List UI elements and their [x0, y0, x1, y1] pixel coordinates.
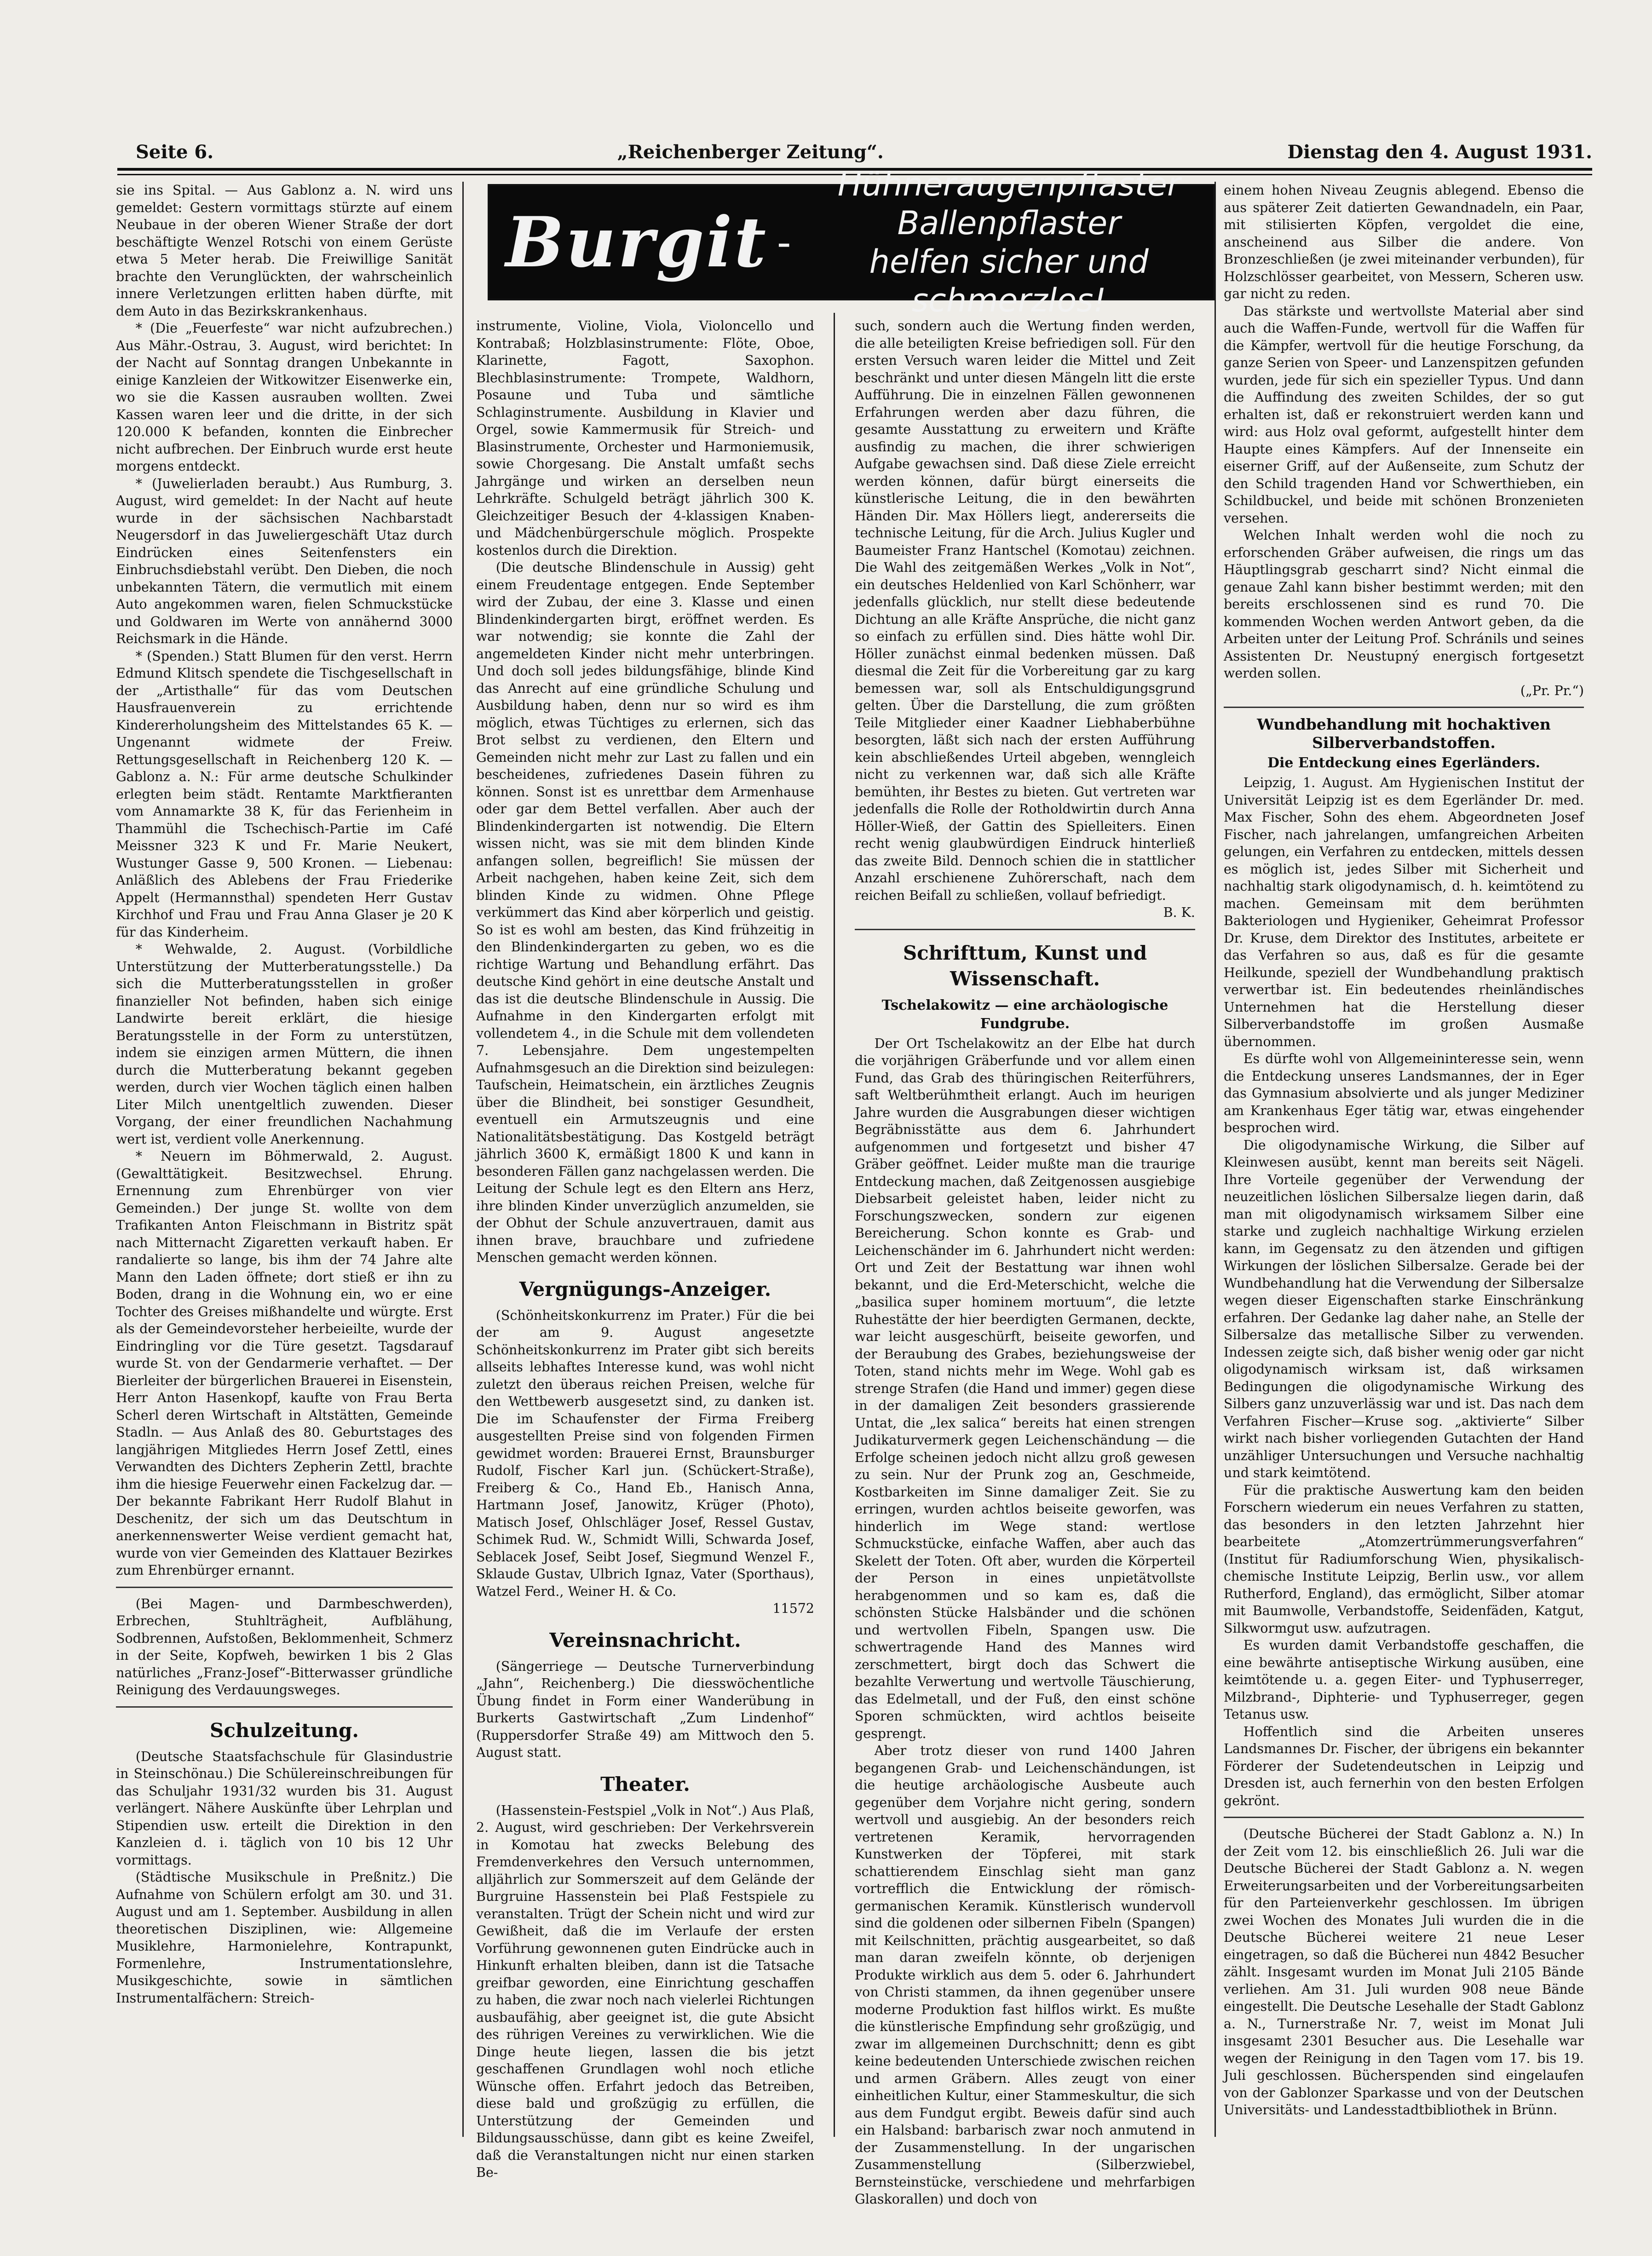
ad-line: helfen sicher und schmerzlos! [869, 242, 1149, 319]
article-text: instrumente, Violine, Viola, Violoncello und Kontrabaß; Holzblasinstrumente: Flöte, Oboe, Klarinette, Fagott, Saxophon. Blechblasinstrumente: Trompete, Waldhorn, Posaune und Tuba und sämtliche Schlaginstrumente. Ausbildung in Klavier und Orgel, sowie Kammermusik für Streich- und Blasinstrumente, Orchester und Harmoniemusik, sowie Chorgesang. Die Anstalt umfaßt sechs Jahrgänge und wirken an derselben neun Lehrkräfte. Schulgeld beträgt jährlich 300 K. Gleichzeitiger Besuch der 4-klassigen Knaben- und Mädchenbürgerschule möglich. Prospekte kostenlos durch die Direktion. [476, 318, 814, 558]
article-text: such, sondern auch die Wertung finden werden, die alle beteiligten Kreise befriedigen soll. Für den ersten Versuch waren leider die Mittel und Zeit beschränkt und unter diesen Mängeln litt die erste Aufführung. Die in einzelnen Fällen gewonnenen Erfahrungen werden aber dazu führen, die gesamte Ausstattung zu erweitern und Kräfte ausfindig zu machen, die ihrer schwierigen Aufgabe gewachsen sind. Daß diese Ziele erreicht werden können, dafür bürgt einerseits die künstlerische Leitung, die in den bewährten Händen Dir. Max Höllers liegt, andererseits die technische Leitung, für die Arch. Julius Kugler und Baumeister Franz Hantschel (Komotau) zeichnen. Die Wahl des zeitgemäßen Werkes „Volk in Not“, ein deutsches Heldenlied von Karl Schönherr, war jedenfalls glücklich, nur stellt diese bedeutende Dichtung an alle Kräfte Ansprüche, die nicht ganz so einfach zu erfüllen sind. Dies hätte wohl Dir. Höller zunächst einmal bedenken müssen. Daß diesmal die Zeit für die Vorbereitung gar zu karg bemessen war, soll als Entschuldigungsgrund gelten. Über die Darstellung, die zum größten Teile Mitglieder einer Kaadner Liebhaberbühne besorgten, läßt sich nach der ersten Aufführung kein abschließendes Urteil abgeben, wenngleich nicht zu verkennen war, daß sich alle Kräfte bemühten, ihr Bestes zu bieten. Gut vertreten war jedenfalls die Rolle der Rotholdwirtin durch Anna Höller-Wieß, der Gattin des Spielleiters. Einen recht wenig glaubwürdigen Eindruck hinterließ das zweite Bild. Dennoch schien die in stattlicher Anzahl erschienene Zuhörerschaft, nach dem reichen Beifall zu schließen, vollauf befriedigt. [855, 318, 1195, 903]
article-text: * (Spenden.) Statt Blumen für den verst. Herrn Edmund Klitsch spendete die Tischgesellschaft in der „Artisthalle“ für das vom Deutschen Hausfrauenverein zu errichtende Kindererholungsheim des Mittelstandes 65 K. — Ungenannt widmete der Freiw. Rettungsgesellschaft in Reichenberg 120 K. — Gablonz a. N.: Für arme deutsche Schulkinder erlegten beim städt. Rentamte Marktfieranten vom Annamarkte 38 K, für das Ferienheim in Thammühl die Tschechisch-Partie im Café Meissner 323 K und Fr. Marie Neukert, Wustunger Gasse 9, 500 Kronen. — Liebenau: Anläßlich des Ablebens der Frau Friederike Appelt (Hermannsthal) spendeten Herr Gustav Kirchhof und Frau und Frau Anna Glaser je 20 K für das Kinderheim. [116, 648, 453, 940]
column-1 [116, 182, 453, 2141]
divider [116, 1706, 453, 1708]
article-text: Es dürfte wohl von Allgemeininteresse sein, wenn die Entdeckung unseres Landsmannes, der in Eger das Gymnasium absolvierte und als junger Mediziner am Krankenhaus Eger tätig war, etwas eingehender besprochen wird. [1224, 1051, 1584, 1135]
section-heading: Schulzeitung. [210, 1719, 359, 1742]
ad-text [805, 165, 1213, 320]
masthead-title: „Reichenberger Zeitung“. [617, 141, 884, 163]
advert-text: (Bei Magen- und Darmbeschwerden), Erbrechen, Stuhlträgheit, Aufblähung, Sodbrennen, Aufstoßen, Beklommenheit, Schmerz in der Seite, Kopfweh, bewirken 1 bis 2 Glas natürliches „Franz-Josef“-Bitterwasser gründliche Reinigung des Verdauungsweges. [116, 1596, 453, 1698]
article-headline: Wundbehandlung mit hochaktiven Silberverbandstoffen. [1257, 715, 1551, 752]
ad-number: 11572 [772, 1601, 814, 1616]
column-4 [1224, 182, 1584, 2141]
article-text: (Städtische Musikschule in Preßnitz.) Die Aufnahme von Schülern erfolgt am 30. und 31. August und am 1. September. Ausbildung in allen theoretischen Disziplinen, wie: Allgemeine Musiklehre, Harmonielehre, Kontrapunkt, Formenlehre, Instrumentationslehre, Musikgeschichte, sowie in sämtlichen Instrumentalfächern: Streich- [116, 1870, 453, 2006]
article-text: (Deutsche Staatsfachschule für Glasindustrie in Steinschönau.) Die Schülereinschreibungen für das Schuljahr 1931/32 wurden bis 31. August verlängert. Nähere Auskünfte über Lehrplan und Stipendien usw. erteilt die Direktion in den Kanzleien d. i. täglich von 10 bis 12 Uhr vormittags. [116, 1749, 453, 1868]
article-text: (Sängerriege — Deutsche Turnerverbindung „Jahn“, Reichenberg.) Die diesswöchentliche Übung findet in Form einer Wanderübung in Burkerts Gastwirtschaft „Zum Lindenhof“ (Ruppersdorfer Straße 49) am Mittwoch den 5. August statt. [476, 1658, 814, 1760]
article-text: (Hassenstein-Festspiel „Volk in Not“.) Aus Plaß, 2. August, wird geschrieben: Der Verkehrsverein in Komotau hat zwecks Belebung des Fremdenverkehres den Versuch unternommen, alljährlich zur Sommerszeit auf dem Gelände der Burgruine Hassenstein bei Plaß Festspiele zu veranstalten. Trügt der Schein nicht und wird zur Gewißheit, daß die im Verlaufe der ersten Vorführung gewonnenen guten Eindrücke auch in Hinkunft erhalten bleiben, dann ist die Tatsache greifbar geworden, eine Einrichtung geschaffen zu haben, die zwar noch nach vielerlei Richtungen ausbaufähig, aber geeignet ist, die gute Absicht des rührigen Vereines zu verwirklichen. Wie die Dinge heute liegen, lassen die bis jetzt geschaffenen Grundlagen wohl noch etliche Wünsche offen. Erfahrt jedoch das Betreiben, diese bald und großzügig zu erfüllen, die Unterstützung der Gemeinden und Bildungsausschüsse, dann gibt es keine Zweifel, daß die Veranstaltungen nicht nur einen starken Be- [476, 1802, 814, 2180]
article-text: Für die praktische Auswertung kam den beiden Forschern wiederum ein neues Verfahren zu statten, das besonders in den letzten Jahrzehnt hier bearbeitete „Atomzertrümmerungsverfahren“ (Institut für Radiumforschung Wien, physikalisch-chemische Institute Leipzig, Berlin usw., vor allem Rutherford, England), das ermöglicht, Silber atomar mit Baumwolle, Verbandstoffe, Seidenfäden, Katgut, Silkwormgut usw. aufzutragen. [1224, 1482, 1584, 1636]
ad-brand: Burgit [506, 201, 768, 283]
article-subheadline: Die Entdeckung eines Egerländers. [1267, 755, 1540, 771]
column-3 [855, 317, 1195, 2207]
page-header [136, 136, 1592, 168]
article-text: * Wehwalde, 2. August. (Vorbildliche Unterstützung der Mutterberatungsstelle.) Da sich die Mutterberatungsstellen in großer finanzieller Not befinden, haben sich einige Landwirte bereit erklärt, die hiesige Beratungsstelle in der Form zu unterstützen, indem sie einzigen armen Müttern, die ihnen durch die Mutterberatung bekannt gegeben werden, durch vier Wochen täglich einen halben Liter Milch unentgeltlich zuwenden. Dieser Vorgang, der einer freundlichen Nachahmung wert ist, verdient volle Anerkennung. [116, 942, 453, 1147]
issue-date: Dienstag den 4. August 1931. [1287, 141, 1592, 163]
article-text: einem hohen Niveau Zeugnis ablegend. Ebenso die aus späterer Zeit datierten Gewandnadeln, ein Paar, mit stilisierten Köpfen, vergoldet die eine, anscheinend aus Silber die andere. Von Bronzeschließen (je zwei miteinander verbunden), für Holzschlösser gearbeitet, von Messern, Scheren usw. gar nicht zu reden. [1224, 183, 1584, 301]
column-2 [476, 317, 814, 2180]
article-text: (Die deutsche Blindenschule in Aussig) geht einem Freudentage entgegen. Ende September wird der Zubau, der eine 3. Klasse und einen Blindenkindergarten birgt, eröffnet werden. Es war notwendig; sie konnte die Zahl der angemeldeten Kinder nicht mehr unterbringen. Und doch soll jedes bildungsfähige, blinde Kind das Anrecht auf eine gründliche Schulung und Ausbildung haben, denn nur so wird es ihm möglich, etwas Tüchtiges zu erlernen, sich das Brot selbst zu verdienen, den Eltern und Gemeinden nicht mehr zur Last zu fallen und ein bescheidenes, zufriedenes Dasein führen zu können. Sonst ist es unrettbar dem Armenhause oder gar dem Bettel verfallen. Aber auch der Blindenkindergarten ist notwendig. Die Eltern wissen nicht, was sie mit dem blinden Kinde anfangen sollen, begreiflich! Sie müssen der Arbeit nachgehen, haben keine Zeit, sich dem blinden Kinde zu widmen. Ohne Pflege verkümmert das Kind aber körperlich und geistig. So ist es wohl am besten, das Kind frühzeitig in den Blindenkindergarten zu geben, wo es die richtige Wartung und Behandlung erfährt. Das deutsche Kind gehört in eine deutsche Anstalt und das ist die deutsche Blindenschule in Aussig. Die Aufnahme in den Kindergarten erfolgt mit vollendetem 4., in die Schule mit dem vollendeten 7. Lebensjahre. Dem ungestempelten Aufnahmsgesuch an die Direktion sind beizulegen: Taufschein, Heimatschein, ein ärztliches Zeugnis über die Blindheit, bei sonstiger Gesundheit, eventuell ein Armutszeugnis und eine Nationalitätsbestätigung. Das Kostgeld beträgt jährlich 3600 K, ermäßigt 1800 K und kann in besonderen Fällen ganz nachgelassen werden. Die Leitung der Schule legt es den Eltern ans Herz, ihre blinden Kinder unverzüglich anzumelden, sie der Obhut der Schule anzuvertrauen, damit aus ihnen brave, brauchbare und zufriedene Menschen gemacht werden können. [476, 560, 814, 1265]
column-divider [834, 313, 835, 2137]
article-text: (Schönheitskonkurrenz im Prater.) Für die bei der am 9. August angesetzte Schönheitskonkurrenz im Prater gibt sich bereits allseits lebhaftes Interesse kund, was wohl nicht zuletzt den überaus reichen Preisen, welche für den Wettbewerb ausgesetzt sind, zu danken ist. Die im Schaufenster der Firma Freiberg ausgestellten Preise sind von folgenden Firmen gewidmet worden: Brauerei Ernst, Braunsburger Rudolf, Fischer Karl jun. (Schückert-Straße), Freiberg & Co., Hand Eb., Hanisch Anna, Hartmann Josef, Janowitz, Krüger (Photo), Matisch Josef, Ohlschläger Josef, Ressel Gustav, Schimek Rud. W., Schmidt Willi, Schwarda Josef, Seblacek Josef, Seibt Josef, Siegmund Wenzel F., Sklaude Gustav, Ulbrich Ignaz, Vater (Sporthaus), Watzel Ferd., Weiner H. & Co. [476, 1307, 814, 1599]
article-signature: („Pr. Pr.“) [1520, 683, 1584, 698]
section-heading: Vergnügungs-Anzeiger. [519, 1278, 771, 1301]
section-heading: Schrifttum, Kunst und Wissenschaft. [903, 941, 1147, 990]
article-text: sie ins Spital. — Aus Gablonz a. N. wird uns gemeldet: Gestern vormittags stürzte auf einem Neubaue in der oberen Wiener Straße der dort beschäftigte Wenzel Rotschi von einem Gerüste etwa 5 Meter herab. Die Freiwillige Sanität brachte den Verunglückten, der wahrscheinlich innere Verletzungen erlitten haben dürfte, mit dem Auto in das Bezirkskrankenhaus. [116, 183, 453, 319]
ad-line: Hühneraugenpflaster [837, 165, 1180, 203]
article-headline: Tschelakowitz — eine archäologische Fundgrube. [881, 997, 1168, 1032]
divider [116, 1587, 453, 1588]
article-text: (Deutsche Bücherei der Stadt Gablonz a. N.) In der Zeit vom 12. bis einschließlich 26. Juli war die Deutsche Bücherei der Stadt Gablonz a. N. wegen Erweiterungsarbeiten und der Vorbereitungsarbeiten für den Parteienverkehr geschlossen. Im übrigen zwei Wochen des Monates Juli wurden die in die Deutsche Bücherei weitere 21 neue Leser eingetragen, so daß die Bücherei nun 4842 Besucher zählt. Insgesamt wurden im Monat Juli 2105 Bände verliehen. Am 31. Juli wurden 908 neue Bände eingestellt. Die Deutsche Lesehalle der Stadt Gablonz a. N., Turnerstraße Nr. 7, weist im Monat Juli insgesamt 2301 Besucher aus. Die Lesehalle war wegen der Reinigung in den Tagen vom 17. bis 19. Juli geschlossen. Bücherspenden sind eingelaufen von der Gablonzer Sparkasse und von der Deutschen Universitäts- und Landesstadtbibliothek in Brünn. [1224, 1826, 1584, 2118]
column-divider [462, 182, 464, 2137]
divider [1224, 707, 1584, 708]
article-text: * Neuern im Böhmerwald, 2. August. (Gewalttätigkeit. Besitzwechsel. Ehrung. Ernennung zum Ehrenbürger von vier Gemeinden.) Der junge St. wollte von dem Trafikanten Anton Fleischmann in Bistritz spät nach Mitternacht Zigaretten verkauft haben. Er randalierte so lange, bis ihm der 74 Jahre alte Mann den Laden öffnete; dort stieß er ihn zu Boden, drang in die Wohnung ein, wo er eine Tochter des Greises mißhandelte und würgte. Erst als der Gemeindevorsteher herbeieilte, wurde der Eindringling vor die Türe gesetzt. Tagsdarauf wurde St. von der Gendarmerie verhaftet. — Der Bierleiter der bürgerlichen Brauerei in Eisenstein, Herr Anton Hasenkopf, kaufte von Frau Berta Scherl deren Wirtschaft in Altstätten, Gemeinde Stadln. — Aus Anlaß des 80. Geburtstages des langjährigen Mitgliedes Herrn Josef Zettl, eines Verwandten des Dichters Zepherin Zettl, brachte ihm die hiesige Feuerwehr einen Fackelzug dar. — Der bekannte Fabrikant Herr Rudolf Blahut in Deschenitz, der sich um das Deutschtum in anerkennenswerter Weise verdient gemacht hat, wurde von vier Gemeinden des Klattauer Bezirkes zum Ehrenbürger ernannt. [116, 1149, 453, 1578]
article-text: Leipzig, 1. August. Am Hygienischen Institut der Universität Leipzig ist es dem Egerländer Dr. med. Max Fischer, Sohn des ehem. Abgeordneten Josef Fischer, nach jahrelangen, umfangreichen Arbeiten gelungen, ein Verfahren zu entdecken, mittels dessen es möglich ist, jedes Silber mit Sicherheit und nachhaltig stark oligodynamisch, d. h. keimtötend zu machen. Gemeinsam mit dem berühmten Bakteriologen und Hygieniker, Geheimrat Professor Dr. Kruse, dem Direktor des Institutes, arbeitete er das Verfahren so aus, daß es für die gesamte Heilkunde, speziell der Wundbehandlung praktisch verwertbar ist. Ein bedeutendes rheinländisches Unternehmen hat die Herstellung dieser Silberverbandstoffe im großen Ausmaße übernommen. [1224, 775, 1584, 1049]
ad-dash: - [777, 218, 791, 266]
article-text: Der Ort Tschelakowitz an der Elbe hat durch die vorjährigen Gräberfunde und vor allem einen Fund, das Grab des thüringischen Reiterführers, saft Weltberühmtheit erlangt. Auch im heurigen Jahre wurden die Ausgrabungen dieser wichtigen Begräbnisstätte aus dem 6. Jahrhundert aufgenommen und fortgesetzt und bisher 47 Gräber geöffnet. Leider mußte man die traurige Entdeckung machen, daß Zeitgenossen ausgiebige Diebsarbeit geleistet haben, leider nicht zu Forschungszwecken, sondern zur eigenen Bereicherung. Schon konnte es Grab- und Leichenschänder im 6. Jahrhundert nicht werden: Ort und Zeit der Bestattung war ihnen wohl bekannt, und die Erd-Meterschicht, welche die „basilica super hominem mortuum“, die letzte Ruhestätte der hier beerdigten Germanen, deckte, war leicht ausgeschürft, beiseite geworfen, und der Beraubung des Grabes, beziehungsweise der Toten, stand nichts mehr im Wege. Wohl gab es strenge Strafen (die Hand und immer) gegen diese in der damaligen Zeit besonders grassierende Untat, die „lex salica“ bereits hat einen strengen Judikaturvermerk gegen Leichenschändung — die Erfolge scheinen jedoch nicht allzu groß gewesen zu sein. Nur der Prunk zog an, Geschmeide, Kostbarkeiten im Sinne damaliger Zeit. Sie zu erringen, wurden achtlos beiseite geworfen, was hinderlich im Wege stand: wertlose Schmuckstücke, einfache Waffen, aber auch das Skelett der Toten. Oft aber, wurden die Körperteil der Person in eines unpietätvollste herabgenommen und so kam es, daß die schönsten Stücke Halsbänder und die schönen und wertvollen Fibeln, Spangen usw. Die schwertragende Hand des Mannes wird zerschmettert, birgt doch das Schwert die bezahlte Verwertung und wertvolle Täuschierung, das Edelmetall, und der Fuß, den einst schöne Sporen schmückten, wird achtlos beiseite gesprengt. [855, 1036, 1195, 1741]
burgit-advertisement [488, 165, 1215, 319]
article-text: Das stärkste und wertvollste Material aber sind auch die Waffen-Funde, wertvoll für die Waffen für die Kämpfer, wertvoll für die heutige Forschung, da ganze Serien von Speer- und Lanzenspitzen gefunden wurden, jede für sich ein spezieller Typus. Und dann die Auffindung des zweiten Schildes, der so gut erhalten ist, daß er rekonstruiert werden kann und wird: aus Holz oval geformt, aufgestellt hinter dem Haupte eines Kämpfers. Auf der Innenseite ein eiserner Griff, auf der Außenseite, zum Schutz der den Schild tragenden Hand vor Schwerthieben, ein Schildbuckel, und beide mit schönen Bronzenieten versehen. [1224, 303, 1584, 526]
divider [1224, 1817, 1584, 1818]
column-divider [1215, 182, 1216, 2137]
article-text: * (Juwelierladen beraubt.) Aus Rumburg, 3. August, wird gemeldet: In der Nacht auf heute wurde in der sächsischen Nachbarstadt Neugersdorf in das Juweliergeschäft Utaz durch Eindrücken eines Seitenfensters ein Einbruchsdiebstahl verübt. Den Dieben, die noch unbekannten Tätern, die vermutlich mit einem Auto angekommen waren, fielen Schmuckstücke und Goldwaren im Werte von annähernd 3000 Reichsmark in die Hände. [116, 476, 453, 646]
article-text: Die oligodynamische Wirkung, die Silber auf Kleinwesen ausübt, kennt man bereits seit Nägeli. Ihre Vorteile gegenüber der Verwendung der neuzeitlichen löslichen Silbersalze liegen darin, daß man mit oligodynamisch wirksamem Silber eine starke und zugleich nachhaltige Wirkung erzielen kann, im Gegensatz zu den ätzenden und giftigen Wirkungen der löslichen Silbersalze. Gerade bei der Wundbehandlung hat die Verwendung der Silbersalze wegen dieser Eigenschaften starke Einschränkung erfahren. Der Gedanke lag daher nahe, an Stelle der Silbersalze das metallische Silber zu verwenden. Indessen zeigte sich, daß bisher wenig oder gar nicht oligodynamisch wirksam ist, daß wirksamen Bedingungen die oligodynamische Wirkung des Silbers ganz unzuverlässig war und ist. Das nach dem Verfahren Fischer—Kruse sog. „aktivierte“ Silber wirkt nach bisher vorliegenden Gutachten der Hand unzähliger Untersuchungen und Versuche nachhaltig und stark keimtötend. [1224, 1137, 1584, 1480]
ad-line: Ballenpflaster [897, 204, 1121, 242]
article-text: Es wurden damit Verbandstoffe geschaffen, die eine bewährte antiseptische Wirkung ausüben, eine keimtötende u. a. gegen Eiter- und Typhuserreger, Milzbrand-, Diphterie- und Typhuserreger, gegen Tetanus usw. [1224, 1638, 1584, 1722]
article-text: Welchen Inhalt werden wohl die noch zu erforschenden Gräber aufweisen, die rings um das Häuptlingsgrab gescharrt sind? Nicht einmal die genaue Zahl kann bisher bestimmt werden; mit den bereits erschlossenen sind es rund 70. Die kommenden Wochen werden Antwort geben, da die Arbeiten unter der Leitung Prof. Schránils und seines Assistenten Dr. Neustupný energisch fortgesetzt werden sollen. [1224, 528, 1584, 681]
article-text: * (Die „Feuerfeste“ war nicht aufzubrechen.) Aus Mähr.-Ostrau, 3. August, wird berichtet: In der Nacht auf Sonntag drangen Unbekannte in einige Kanzleien der Witkowitzer Eisenwerke ein, wo sie die Kassen ausrauben wollten. Zwei Kassen waren leer und die dritte, in der sich 120.000 K befanden, konnten die Einbrecher nicht aufbrechen. Der Einbruch wurde erst heute morgens entdeckt. [116, 321, 453, 474]
section-heading: Theater. [600, 1773, 690, 1796]
article-text: Hoffentlich sind die Arbeiten unseres Landsmannes Dr. Fischer, der übrigens ein bekannter Förderer der Sudetendeutschen in Leipzig und Dresden ist, auch fernerhin von den besten Erfolgen gekrönt. [1224, 1724, 1584, 1808]
divider [855, 929, 1195, 930]
article-text: Aber trotz dieser von rund 1400 Jahren begangenen Grab- und Leichenschändungen, ist die heutige archäologische Ausbeute auch gegenüber dem Vorjahre nicht gering, sondern wertvoll und ausgiebig. An der besonders reich vertretenen Keramik, hervorragenden Kunstwerken der Töpferei, mit stark schattierendem Einschlag sieht man ganz vortrefflich die Entwicklung der römisch-germanischen Keramik. Künstlerisch wundervoll sind die goldenen oder silbernen Fibeln (Spangen) mit Keilschnitten, prächtig ausgearbeitet, so daß man daran zweifeln könnte, ob derjenigen Produkte wirklich aus dem 5. oder 6. Jahrhundert von Christi stammen, da ihnen gegenüber unsere moderne Produktion fast hilflos wirkt. Es mußte die künstlerische Empfindung sehr großzügig, und zwar im allgemeinen Durchschnitt; denn es gibt keine bedeutenden Unterschiede zwischen reichen und armen Gräbern. Alles zeugt von einer einheitlichen Kultur, einer Stammeskultur, die sich aus dem Fundgut ergibt. Beweis dafür sind auch ein Halsband: barbarisch zwar noch anmutend in der Zusammenstellung. In der ungarischen Zusammenstellung (Silberzwiebel, Bernsteinstücke, verschiedene und mehrfarbigen Glaskorallen) und doch von [855, 1743, 1195, 2207]
page-number: Seite 6. [136, 141, 214, 163]
section-heading: Vereinsnachricht. [549, 1629, 741, 1652]
article-signature: B. K. [1163, 905, 1195, 920]
